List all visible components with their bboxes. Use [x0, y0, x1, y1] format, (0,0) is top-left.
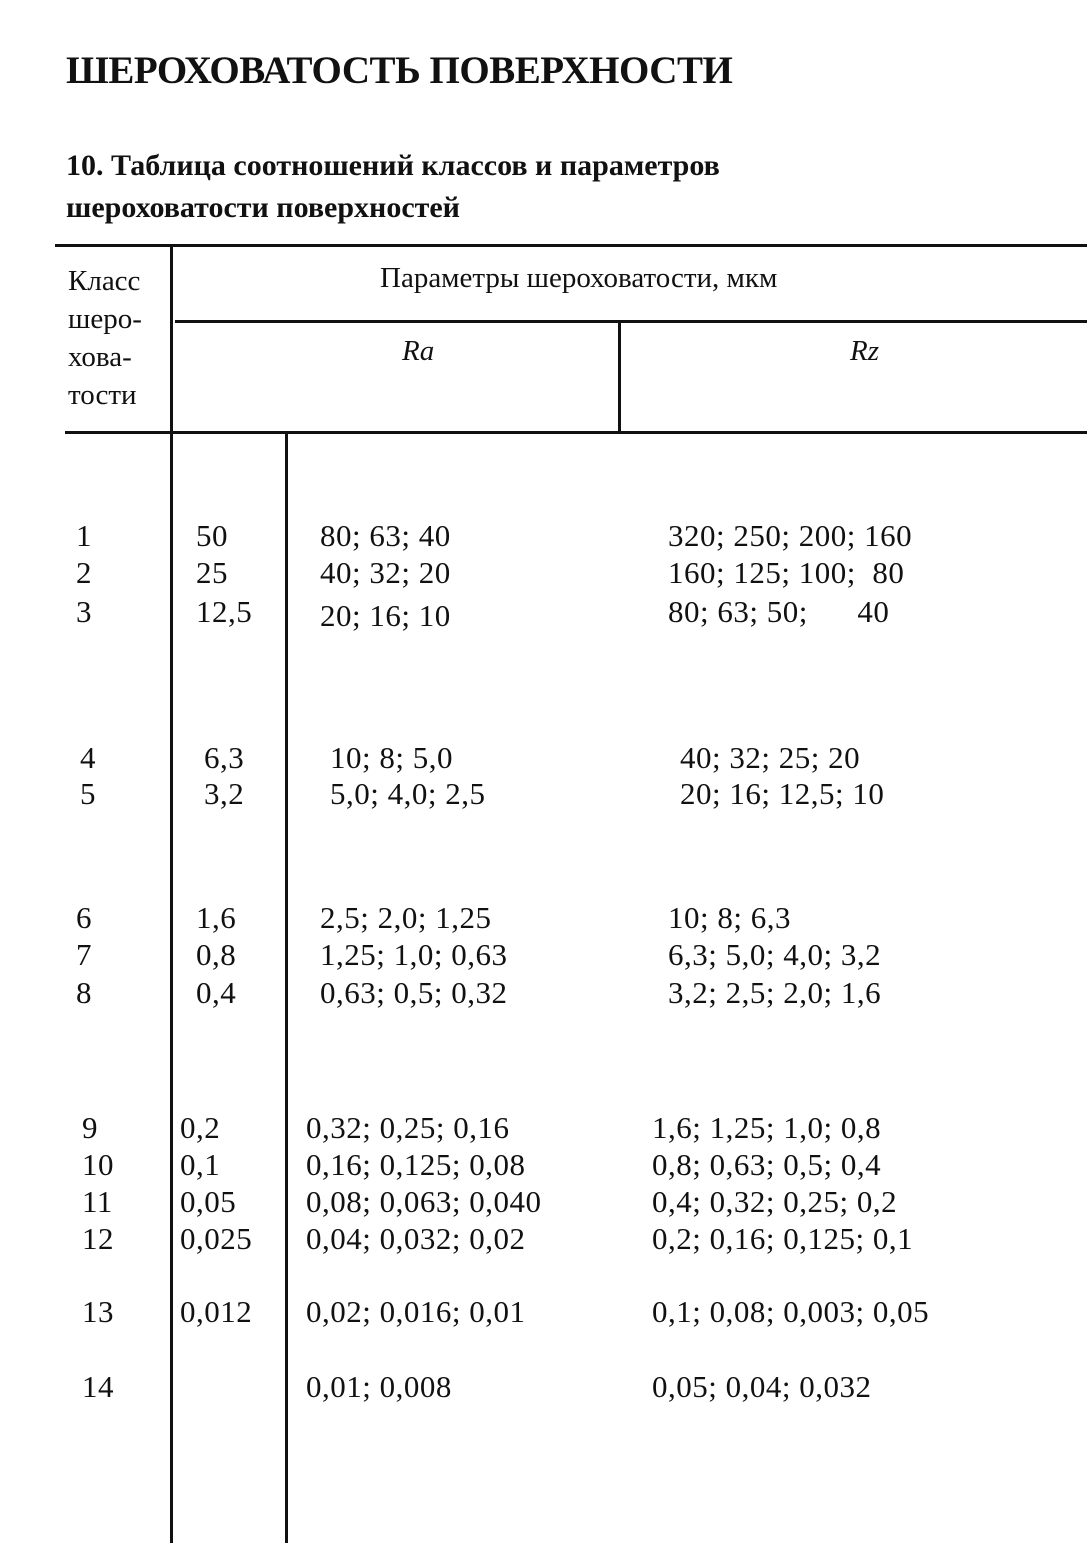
class-cell: 1: [76, 518, 92, 553]
header-class-line: Класс: [68, 265, 141, 297]
rz-values-cell: 40; 32; 25; 20: [680, 740, 861, 775]
rz-values-cell: 20; 16; 12,5; 10: [680, 776, 885, 811]
class-column-rule: [170, 247, 173, 1543]
header-class-column: [68, 262, 142, 414]
rz-values-cell: 320; 250; 200; 160: [668, 518, 913, 553]
page-title: ШЕРОХОВАТОСТЬ ПОВЕРХНОСТИ: [66, 49, 733, 92]
ra-cell: 0,012: [180, 1294, 253, 1329]
header-class-line: шеро-: [68, 303, 142, 335]
ra-values-cell: 80; 63; 40: [320, 518, 451, 553]
rz-values-cell: 0,1; 0,08; 0,003; 0,05: [652, 1294, 930, 1329]
ra-values-cell: 0,01; 0,008: [306, 1369, 452, 1404]
class-cell: 3: [76, 594, 92, 629]
ra-values-cell: 40; 32; 20: [320, 555, 451, 590]
ra-values-cell: 0,63; 0,5; 0,32: [320, 975, 508, 1010]
ra-rz-header-rule: [618, 322, 621, 433]
ra-cell: 0,025: [180, 1221, 253, 1256]
table-caption-line-2: шероховатости поверхностей: [66, 191, 460, 224]
header-bottom-rule: [65, 431, 1087, 434]
ra-cell: 6,3: [204, 740, 245, 775]
class-cell: 12: [82, 1221, 114, 1256]
ra-cell: 0,05: [180, 1184, 237, 1219]
class-cell: 7: [76, 937, 92, 972]
ra-cell: 0,1: [180, 1147, 221, 1182]
ra-values-cell: 0,08; 0,063; 0,040: [306, 1184, 542, 1219]
class-cell: 10: [82, 1147, 114, 1182]
ra-cell: 1,6: [196, 900, 237, 935]
class-cell: 11: [82, 1184, 113, 1219]
ra-values-cell: 20; 16; 10: [320, 598, 451, 633]
header-class-line: хова-: [68, 341, 132, 373]
table-top-rule: [55, 244, 1087, 247]
header-class-line: тости: [68, 379, 137, 411]
ra-values-cell: 1,25; 1,0; 0,63: [320, 937, 508, 972]
header-rz: Rz: [850, 335, 879, 367]
class-cell: 6: [76, 900, 92, 935]
header-divider-rule: [175, 320, 1087, 323]
class-cell: 2: [76, 555, 92, 590]
rz-values-cell: 0,8; 0,63; 0,5; 0,4: [652, 1147, 882, 1182]
rz-values-cell: 0,4; 0,32; 0,25; 0,2: [652, 1184, 898, 1219]
rz-values-cell: 6,3; 5,0; 4,0; 3,2: [668, 937, 882, 972]
table-caption: [66, 145, 720, 229]
ra-cell: 50: [196, 518, 228, 553]
class-cell: 9: [82, 1110, 98, 1145]
ra-values-cell: 2,5; 2,0; 1,25: [320, 900, 492, 935]
ra-values-cell: 0,02; 0,016; 0,01: [306, 1294, 526, 1329]
ra-values-cell: 5,0; 4,0; 2,5: [330, 776, 486, 811]
class-cell: 8: [76, 975, 92, 1010]
ra-values-cell: 0,16; 0,125; 0,08: [306, 1147, 526, 1182]
ra-cell: 0,2: [180, 1110, 221, 1145]
ra-values-cell: 0,04; 0,032; 0,02: [306, 1221, 526, 1256]
class-cell: 13: [82, 1294, 114, 1329]
rz-values-cell: 160; 125; 100; 80: [668, 555, 905, 590]
ra-cell: 3,2: [204, 776, 245, 811]
rz-values-cell: 80; 63; 50; 40: [668, 594, 890, 629]
table-caption-line-1: 10. Таблица соотношений классов и параметров: [66, 149, 720, 182]
ra-cell: 12,5: [196, 594, 253, 629]
class-cell: 14: [82, 1369, 114, 1404]
header-ra: Ra: [402, 335, 435, 367]
class-cell: 5: [80, 776, 96, 811]
rz-values-cell: 1,6; 1,25; 1,0; 0,8: [652, 1110, 882, 1145]
class-cell: 4: [80, 740, 96, 775]
ra-cell: 25: [196, 555, 228, 590]
ra-class-column-rule: [285, 434, 288, 1543]
ra-values-cell: 10; 8; 5,0: [330, 740, 453, 775]
header-parameters: Параметры шероховатости, мкм: [380, 262, 778, 294]
ra-cell: 0,8: [196, 937, 237, 972]
ra-cell: 0,4: [196, 975, 237, 1010]
rz-values-cell: 3,2; 2,5; 2,0; 1,6: [668, 975, 882, 1010]
rz-values-cell: 0,05; 0,04; 0,032: [652, 1369, 872, 1404]
rz-values-cell: 10; 8; 6,3: [668, 900, 791, 935]
rz-values-cell: 0,2; 0,16; 0,125; 0,1: [652, 1221, 914, 1256]
ra-values-cell: 0,32; 0,25; 0,16: [306, 1110, 510, 1145]
